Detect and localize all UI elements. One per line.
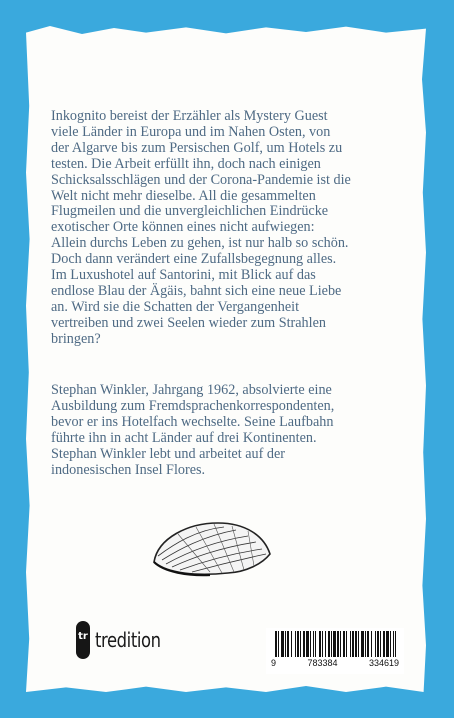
barcode-bar [328, 631, 330, 657]
barcode-bar [343, 631, 345, 657]
barcode-bar [310, 631, 311, 657]
barcode-bar [322, 631, 323, 657]
barcode-bar [297, 631, 299, 657]
barcode-bar [386, 631, 389, 657]
publisher-logo [76, 620, 175, 660]
isbn-digit-1: 9 [271, 658, 277, 668]
blurb-line: Inkognito bereist der Erzähler als Mystery Guest [51, 108, 328, 124]
blurb-line: der Algarve bis zum Persischen Golf, um Hotels zu [51, 139, 343, 156]
publisher-name: tredition [95, 628, 161, 652]
barcode-bar [325, 631, 326, 657]
blurb-line: viele Länder in Europa und im Nahen Osten, von [51, 123, 331, 140]
bio-line: Ausbildung zum Fremdsprachenkorrespondenten, [51, 397, 335, 414]
blurb-line: endlose Blau der Ägäis, bahnt sich eine neue Liebe [51, 282, 342, 299]
barcode-bar [300, 631, 301, 657]
logo-mark-text: tr [78, 631, 88, 642]
barcode-bar [390, 631, 391, 657]
barcode-bar [346, 631, 347, 657]
barcode-bar [355, 631, 357, 657]
barcode-bar [275, 631, 277, 657]
barcode-bar [383, 631, 385, 657]
barcode-bar [331, 631, 332, 657]
isbn-number [269, 658, 401, 668]
blurb-line: Im Luxushotel auf Santorini, mit Blick auf das [51, 267, 316, 284]
tredition-logo-icon [76, 621, 90, 659]
barcode-bar [358, 631, 359, 657]
barcode-bar [315, 631, 316, 657]
barcode-bar [377, 631, 379, 657]
barcode-bar [313, 631, 314, 657]
blurb-line: Schicksalsschlägen und der Corona-Pandemie ist die [51, 171, 351, 188]
barcode-bar [352, 631, 354, 657]
barcode-bar [350, 631, 351, 657]
scallop-shell-icon [148, 520, 274, 578]
isbn-group-2: 783384 [307, 658, 338, 668]
barcode-bar [303, 631, 305, 657]
blurb-line: Allein durchs Leben zu gehen, ist nur halb so schön. [51, 235, 349, 252]
barcode-bar [281, 631, 284, 657]
bio-line: führte ihn in acht Länder auf drei Kontinenten. [51, 429, 317, 446]
bio-line: Stephan Winkler, Jahrgang 1962, absolvierte eine [51, 382, 332, 398]
barcode-bar [365, 631, 366, 657]
barcode-bar [337, 631, 339, 657]
blurb-line: an. Wird sie die Schatten der Vergangenheit [51, 298, 300, 315]
blurb-line: Doch dann verändert eine Zufallsbegegnung alles. [51, 251, 337, 268]
barcode-bar [375, 631, 376, 657]
barcode-bar [371, 631, 372, 657]
barcode-bar [291, 631, 292, 657]
blurb-line: Welt nicht mehr dieselbe. All die gesammelten [51, 187, 316, 204]
blurb-line: Flugmeilen und die unvergleichlichen Eindrücke [51, 203, 329, 220]
barcode-bar [380, 631, 381, 657]
blurb-line: vertreiben und zwei Seelen wieder zum Strahlen [51, 314, 326, 331]
barcode-bar [340, 631, 341, 657]
barcode-bar [395, 631, 396, 657]
barcode-bar [285, 631, 286, 657]
barcode-bar [278, 631, 279, 657]
blurb-line: testen. Die Arbeit erfüllt ihn, doch nach einigen [51, 155, 321, 172]
barcode-bars [269, 631, 401, 659]
author-bio [51, 383, 403, 478]
blurb-text [51, 109, 403, 348]
barcode-bar [287, 631, 289, 657]
barcode-bar [306, 631, 309, 657]
bio-line: Stephan Winkler lebt und arbeitet auf der [51, 445, 285, 462]
barcode-bar [367, 631, 369, 657]
bio-line: bevor er ins Hotelfach wechselte. Seine Laufbahn [51, 413, 334, 430]
barcode-bar [393, 631, 394, 657]
isbn-barcode [266, 628, 404, 674]
barcode-bar [295, 631, 296, 657]
barcode-bar [333, 631, 336, 657]
barcode-bar [319, 631, 321, 657]
bio-line: indonesischen Insel Flores. [51, 461, 206, 478]
blurb-line: exotischer Orte können eines nicht aufwiegen: [51, 219, 315, 236]
blurb-line: bringen? [51, 330, 101, 347]
isbn-group-3: 334619 [368, 658, 399, 668]
barcode-bar [361, 631, 364, 657]
